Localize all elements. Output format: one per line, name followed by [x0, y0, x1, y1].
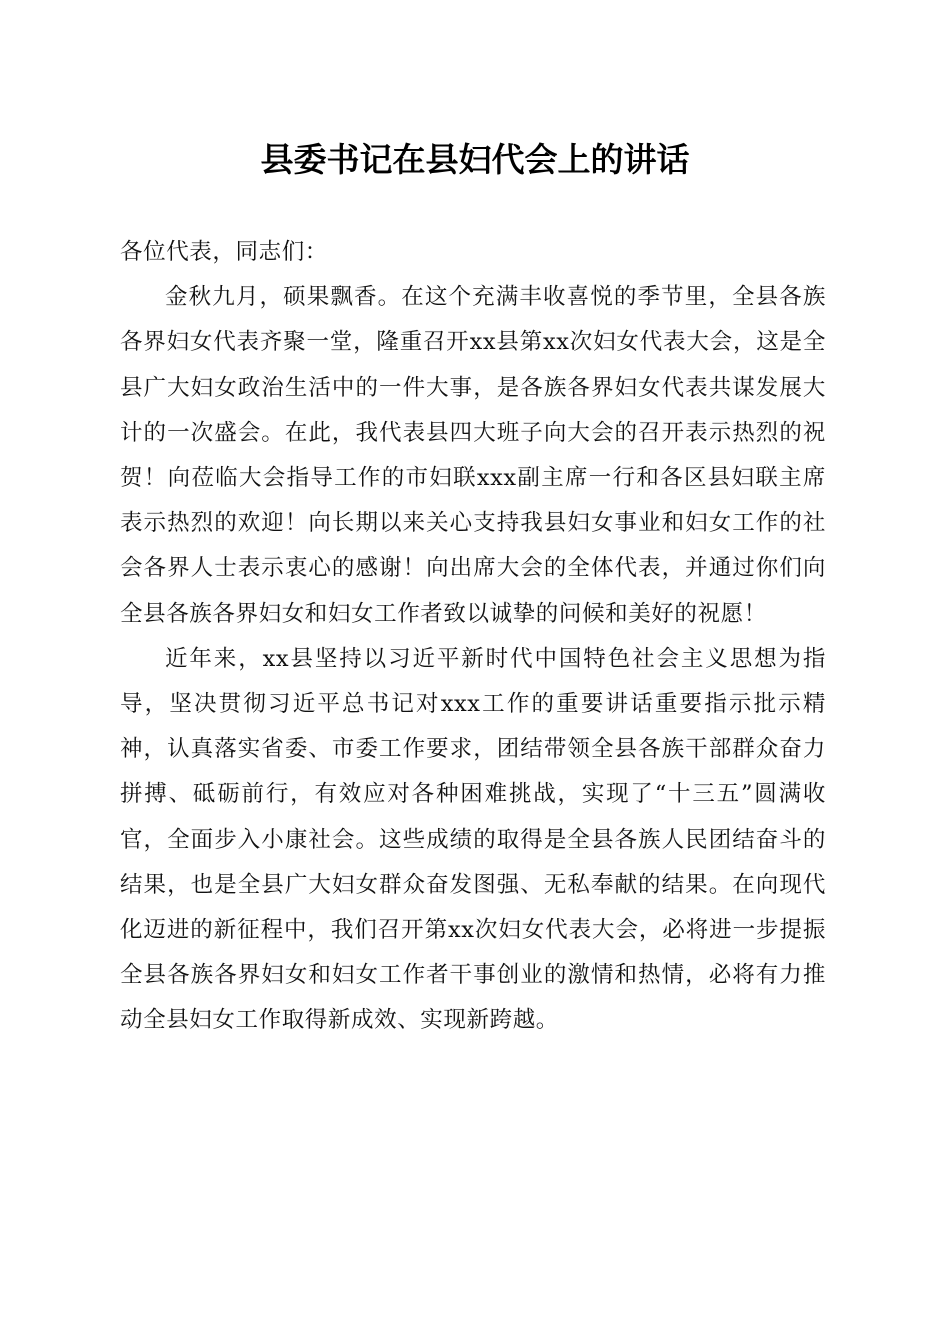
paragraph-achievements: 近年来，xx县坚持以习近平新时代中国特色社会主义思想为指导，坚决贯彻习近平总书记对xxx工作的重要讲话重要指示批示精神，认真落实省委、市委工作要求，团结带领全县各族干部群众奋力拼搏、砥砺前行，有效应对各种困难挑战，实现了“十三五”圆满收官，全面步入小康社会。这些成绩的取得是全县各族人民团结奋斗的结果，也是全县广大妇女群众奋发图强、无私奉献的结果。在向现代化迈进的新征程中，我们召开第xx次妇女代表大会，必将进一步提振全县各族各界妇女和妇女工作者干事创业的激情和热情，必将有力推动全县妇女工作取得新成效、实现新跨越。: [120, 645, 826, 1034]
salutation: 各位代表，同志们：: [120, 239, 328, 265]
document-title: 县委书记在县妇代会上的讲话: [260, 140, 690, 179]
document-body: [120, 230, 826, 1044]
paragraph-opening: 金秋九月，硕果飘香。在这个充满丰收喜悦的季节里，全县各族各界妇女代表齐聚一堂，隆重召开xx县第xx次妇女代表大会，这是全县广大妇女政治生活中的一件大事，是各族各界妇女代表共谋发展大计的一次盛会。在此，我代表县四大班子向大会的召开表示热烈的祝贺！向莅临大会指导工作的市妇联xxx副主席一行和各区县妇联主席表示热烈的欢迎！向长期以来关心支持我县妇女事业和妇女工作的社会各界人士表示衷心的感谢！向出席大会的全体代表，并通过你们向全县各族各界妇女和妇女工作者致以诚挚的问候和美好的祝愿！: [120, 284, 826, 627]
